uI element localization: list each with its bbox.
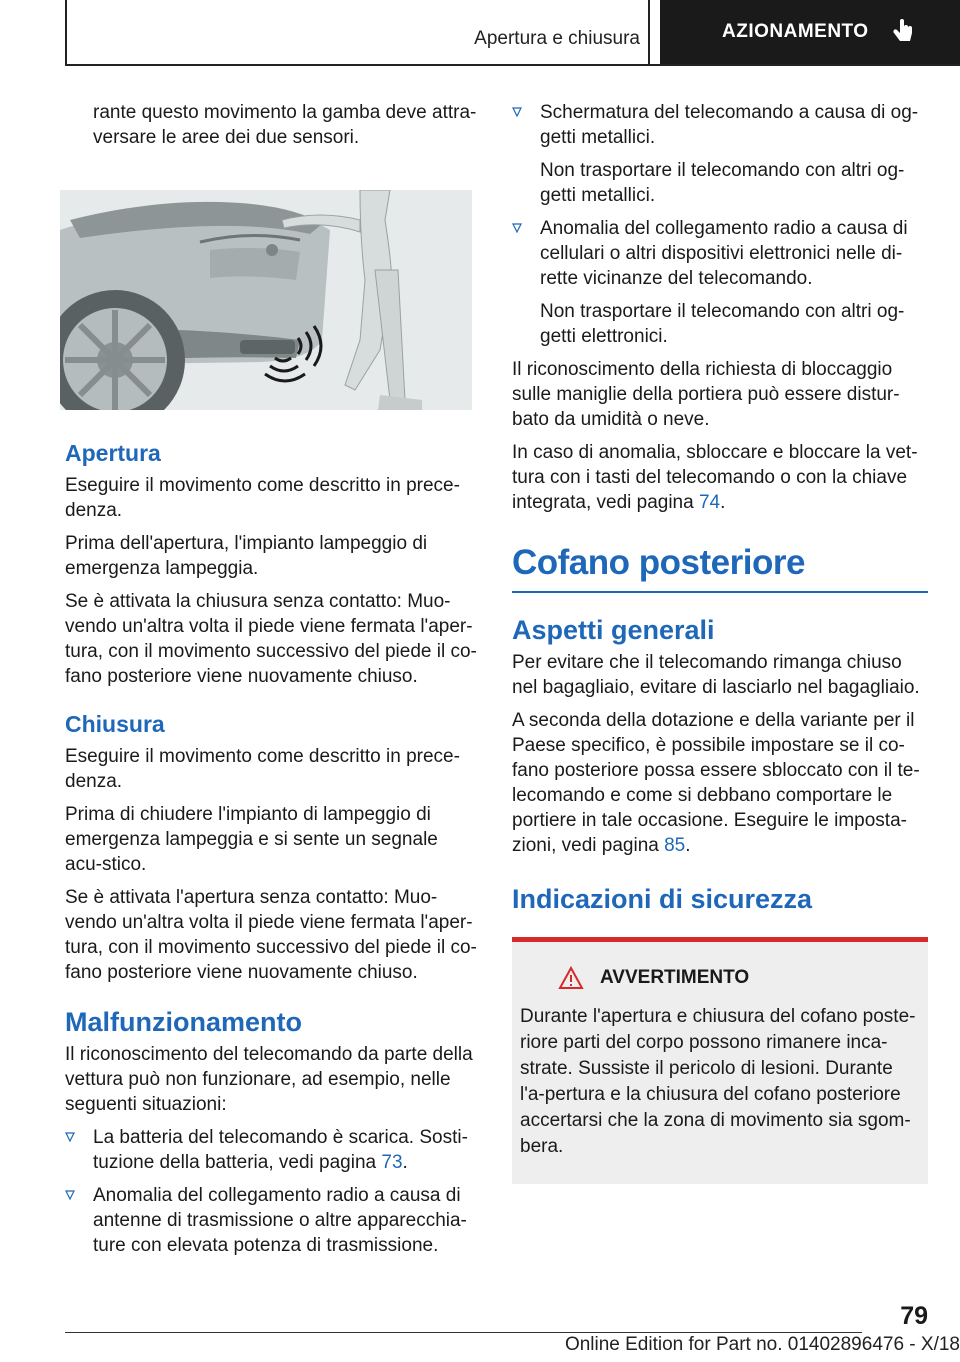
header-divider [648,0,650,64]
general-heading: Aspetti generali [512,615,715,645]
general-paragraph-1: Per evitare che il telecomando rimanga chiuso nel bagagliaio, evitare di lasciarlo nel bagagliaio. [512,652,920,698]
closing-paragraph-2: Prima di chiudere l'impianto di lampeggio di emergenza lampeggia e si sente un segnale acu-stico. [65,804,438,875]
malfunction-heading: Malfunzionamento [65,1007,302,1037]
car-tailgate-foot-sensor-illustration [60,190,472,410]
triangle-bullet-icon [512,107,522,117]
list-item [65,1125,477,1175]
opening-paragraph-2: Prima dell'apertura, l'impianto lampeggio di emergenza lampeggia. [65,533,428,579]
anomaly-paragraph [512,440,928,515]
opening-heading: Apertura [65,440,161,466]
malfunction-list-continued [512,100,928,349]
warning-text: Durante l'apertura e chiusura del cofano poste-riore parti del corpo possono rimanere inca-strate. Sussiste il pericolo di lesioni. Durante l'a-pertura e la chiusura del cofano posteriore accertarsi che la zona di movimento sia sgom-bera. [520,1006,916,1157]
safety-heading: Indicazioni di sicurezza [512,884,813,914]
page-link-73[interactable]: 73 [381,1152,403,1173]
closing-paragraph-3: Se è attivata l'apertura senza contatto: Muo-vendo un'altra volta il piede viene fermata l'aper-tura, con il movimento successivo del piede il co-fano posteriore viene nuovamente chiuso. [65,887,477,983]
general-end: . [685,835,691,856]
warning-box [512,937,928,1184]
closing-paragraph-1: Eseguire il movimento come descritto in prece-denza. [65,746,460,792]
hand-pointer-icon [891,19,915,45]
bullet-end: . [402,1152,408,1173]
header-rule [65,64,960,66]
bullet-text-antenna: Anomalia del collegamento radio a causa di antenne di trasmissione o altre apparecchia-ture con elevata potenza di trasmissione. [93,1185,467,1256]
header-frame-left [65,0,67,64]
closing-heading: Chiusura [65,711,165,737]
tailgate-heading: Cofano posteriore [512,543,805,582]
general-paragraph-2 [512,708,928,858]
page-link-85[interactable]: 85 [664,835,686,856]
left-column [65,100,477,1266]
header-section-title: Apertura e chiusura [474,28,640,49]
opening-paragraph-1: Eseguire il movimento come descritto in prece-denza. [65,475,460,521]
bullet-text-battery: La batteria del telecomando è scarica. Sosti-tuzione della batteria, vedi pagina [93,1127,468,1173]
list-item [512,100,928,208]
footer-rule [65,1332,862,1333]
list-item [65,1183,477,1258]
edition-footer: Online Edition for Part no. 01402896476 - X/18 [564,1334,960,1355]
warning-title-text: AVVERTIMENTO [600,967,750,988]
header-chapter-tab[interactable] [660,0,960,64]
car-tailgate-figure [60,190,472,410]
header-chapter-label: AZIONAMENTO [722,21,869,42]
bullet-note-metal: Non trasportare il telecomando con altri og-getti metallici. [540,160,905,206]
malfunction-list [65,1125,477,1258]
bullet-note-electronics: Non trasportare il telecomando con altri og-getti elettronici. [540,301,905,347]
anomaly-text: In caso di anomalia, sbloccare e bloccare la vet-tura con i tasti del telecomando o con la chiave integrata, vedi pagina [512,442,918,513]
general-text: A seconda della dotazione e della variante per il Paese specifico, è possibile impostare se il co-fano posteriore possa essere sbloccato con il te-lecomando e come si debbano comportare le portiere in tale occasione. Eseguire le imposta-zioni, vedi pagina [512,710,920,856]
triangle-bullet-icon [65,1190,75,1200]
page-number: 79 [900,1302,928,1330]
bullet-text-shielding: Schermatura del telecomando a causa di og-getti metallici. [540,102,919,148]
warning-triangle-icon [558,966,584,990]
malfunction-intro: Il riconoscimento del telecomando da parte della vettura può non funzionare, ad esempio, nelle seguenti situazioni: [65,1044,473,1115]
triangle-bullet-icon [512,223,522,233]
anomaly-end: . [720,492,726,513]
right-column [512,100,928,1184]
lock-detection-paragraph: Il riconoscimento della richiesta di bloccaggio sulle maniglie della portiera può essere distur-bato da umidità o neve. [512,359,900,430]
triangle-bullet-icon [65,1132,75,1142]
list-item [512,216,928,349]
warning-title [558,966,920,990]
intro-text: rante questo movimento la gamba deve attra-versare le aree dei due sensori. [93,102,477,148]
bullet-text-phones: Anomalia del collegamento radio a causa di cellulari o altri dispositivi elettronici nelle di-rette vicinanze del telecomando. [540,218,908,289]
opening-paragraph-3: Se è attivata la chiusura senza contatto: Muo-vendo un'altra volta il piede viene fermata l'aper-tura, con il movimento successivo del piede il co-fano posteriore viene nuovamente chiuso. [65,591,477,687]
page-link-74[interactable]: 74 [698,492,721,513]
